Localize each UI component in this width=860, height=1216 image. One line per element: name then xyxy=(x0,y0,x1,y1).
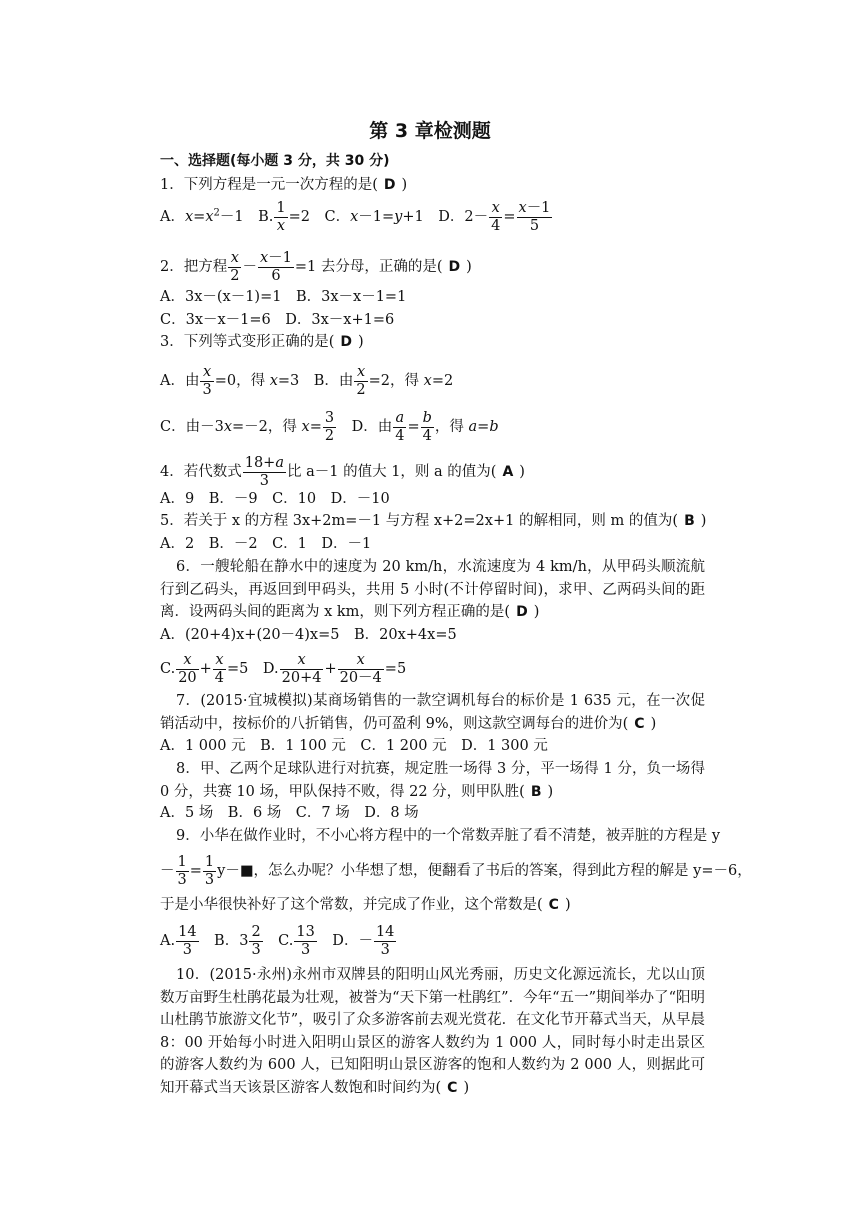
answer: D xyxy=(516,604,528,620)
page-title: 第 3 章检测题 xyxy=(369,120,491,142)
question-6: 6．一艘轮船在静水中的速度为 20 km/h，水流速度为 4 km/h，从甲码头顺流航行到乙码头，再返回到甲码头，共用 5 小时(不计停留时间)，求甲、乙两码头间的距离．设两码头间的距离为 x km，则下列方程正确的是( D ) xyxy=(160,559,705,620)
answer: B xyxy=(684,513,695,529)
answer: D xyxy=(340,334,353,350)
question-2-options-cd: C．3x－x－1=6 D．3x－x+1=6 xyxy=(160,312,395,328)
question-3-options-cd: C．由－3x=－2，得 x= $\frac{3}{2}$ D．由 $\frac{a}{4}$ = $\frac{b}{4}$ ，得 a=b xyxy=(160,410,499,444)
question-9-options: A. $\frac{14}{3}$ B．3 $\frac{2}{3}$ C. $\frac{13}{3}$ D．－ $\frac{14}{3}$ xyxy=(160,924,395,958)
question-6-options-ab: A．(20+4)x+(20－4)x=5 B．20x+4x=5 xyxy=(160,627,457,643)
answer: C xyxy=(447,1079,458,1096)
question-9-line-1: 9．小华在做作业时，不小心将方程中的一个常数弄脏了看不清楚，被弄脏的方程是 y xyxy=(176,828,721,844)
question-3-options-ab: A．由 $\frac{x}{3}$ =0，得 x=3 B．由 $\frac{x}{2}$ =2，得 x=2 xyxy=(160,364,454,398)
answer: B xyxy=(530,783,542,800)
question-9-line-2: － $\frac{1}{3}$ = $\frac{1}{3}$ y－■，怎么办呢？小华想了想，便翻看了书后的答案，得到此方程的解是 y=－6， xyxy=(160,854,752,888)
question-1-options: A．$x=x^2-1$ B. $\frac{1}{x}$ =2 C．x－1=y+1 D．2－ $\frac{x}{4}$ = $\frac{x-1}{5}$ xyxy=(160,200,551,234)
question-2: 2．把方程 $\frac{x}{2}$ － $\frac{x-1}{6}$ =1 去分母，正确的是( D ) xyxy=(160,250,472,284)
answer: D xyxy=(448,259,461,276)
question-1: 1．下列方程是一元一次方程的是( D ) xyxy=(160,177,408,193)
question-7-options: A．1 000 元 B．1 100 元 C．1 200 元 D．1 300 元 xyxy=(160,738,548,754)
question-5-options: A．2 B．－2 C．1 D．－1 xyxy=(160,536,372,552)
answer: A xyxy=(502,464,514,481)
question-4: 4．若代数式 $\frac{18+a}{3}$ 比 a－1 的值大 1，则 a 的值为( A ) xyxy=(160,455,525,489)
question-5: 5．若关于 x 的方程 3x+2m=－1 与方程 x+2=2x+1 的解相同，则 m 的值为( B ) xyxy=(160,513,707,529)
answer: C xyxy=(548,897,559,913)
question-8: 8．甲、乙两个足球队进行对抗赛，规定胜一场得 3 分，平一场得 1 分，负一场得 0 分，共赛 10 场，甲队保持不败，得 22 分，则甲队胜( B ) xyxy=(160,761,705,800)
question-3: 3．下列等式变形正确的是( D ) xyxy=(160,334,364,350)
answer: D xyxy=(383,177,396,193)
question-4-options: A．9 B．－9 C．10 D．－10 xyxy=(160,491,390,507)
question-8-options: A．5 场 B．6 场 C．7 场 D．8 场 xyxy=(160,805,419,821)
question-7: 7．(2015·宜城模拟)某商场销售的一款空调机每台的标价是 1 635 元，在一次促销活动中，按标价的八折销售，仍可盈利 9%，则这款空调每台的进价为( C ) xyxy=(160,693,705,732)
answer: C xyxy=(634,715,645,732)
question-9-line-3: 于是小华很快补好了这个常数，并完成了作业，这个常数是( C ) xyxy=(160,897,571,913)
question-10: 10．(2015·永州)永州市双牌县的阳明山风光秀丽，历史文化源远流长，尤以山顶数万亩野生杜鹃花最为壮观，被誉为“天下第一杜鹃红”．今年“五一”期间举办了“阳明山杜鹃节旅游文化节”，吸引了众多游客前去观光赏花．在文化节开幕式当天，从早晨 8：00 开始每小时进入阳明山景区的游客人数约为 1 000 人，同时每小时走出景区的游客人数约为 600 人，已知阳明山景区游客的饱和人数约为 2 000 人，则据此可知开幕式当天该景区游客人数饱和时间约为( C ) xyxy=(160,967,705,1096)
question-2-options-ab: A．3x－(x－1)=1 B．3x－x－1=1 xyxy=(160,289,407,305)
question-6-options-cd: C. $\frac{x}{20}$ + $\frac{x}{4}$ =5 D. $\frac{x}{20+4}$ + $\frac{x}{20-4}$ =5 xyxy=(160,652,407,686)
section-heading: 一、选择题(每小题 3 分，共 30 分) xyxy=(160,153,390,169)
